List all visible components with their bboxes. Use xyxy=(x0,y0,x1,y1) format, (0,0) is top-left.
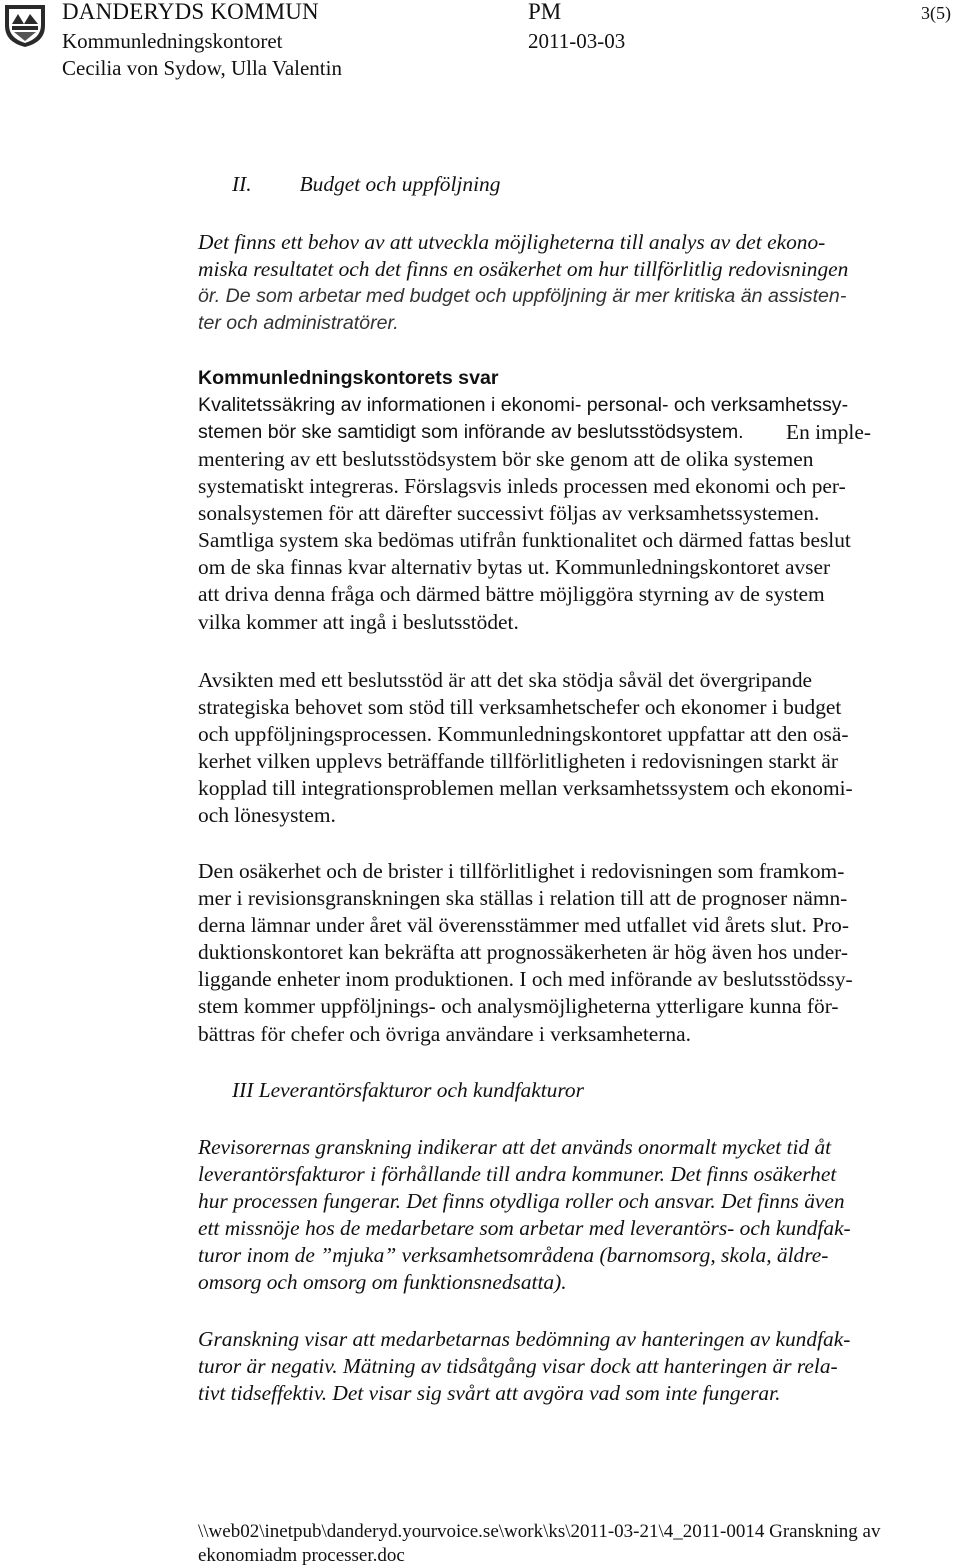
paragraph-forecast xyxy=(198,858,938,1048)
document-type: PM xyxy=(528,0,562,24)
finding-line: tivt tidseffektiv. Det visar sig svårt att avgöra vad som inte fungerar. xyxy=(198,1381,781,1406)
finding-line: omsorg och omsorg om funktionsnedsatta). xyxy=(198,1270,567,1295)
para-line: kerhet vilken upplevs beträffande tillförlitligheten i redovisningen starkt är xyxy=(198,749,838,774)
section-2-title: Budget och uppföljning xyxy=(299,172,501,196)
finding-line: Revisorernas granskning indikerar att det används onormalt mycket tid åt xyxy=(198,1135,832,1159)
office-name: Kommunledningskontoret xyxy=(62,29,283,53)
footer-path-line: \\web02\inetpub\danderyd.yourvoice.se\work\ks\2011-03-21\4_2011-0014 Granskning av xyxy=(198,1521,881,1542)
para-line: och uppföljningsprocessen. Kommunledningskontoret uppfattar att den osä- xyxy=(198,722,849,747)
section-3-heading: III Leverantörsfakturor och kundfakturor xyxy=(232,1078,584,1102)
municipality-coat-of-arms-icon xyxy=(2,2,48,48)
response-line: stemen bör ske samtidigt som införande av beslutsstödsystem. xyxy=(198,421,744,444)
para-line: kopplad till integrationsproblemen mellan verksamhetssystem och ekonomi- xyxy=(198,776,853,801)
para-line: Den osäkerhet och de brister i tillförlitlighet i redovisningen som framkom- xyxy=(198,859,845,883)
para-line: duktionskontoret kan bekräfta att prognossäkerheten är hög även hos under- xyxy=(198,940,849,965)
finding-line: Det finns ett behov av att utveckla möjligheterna till analys av det ekono- xyxy=(198,230,826,254)
section-3-finding-2 xyxy=(198,1326,938,1407)
finding-line: ter och administratörer. xyxy=(198,312,399,335)
footer-path-line: ekonomiadm processer.doc xyxy=(198,1545,405,1566)
organization-name: DANDERYDS KOMMUN xyxy=(62,0,319,24)
finding-line: ett missnöje hos de medarbetare som arbetar med leverantörs- och kundfak- xyxy=(198,1216,851,1241)
finding-line: hur processen fungerar. Det finns otydliga roller och ansvar. Det finns även xyxy=(198,1189,845,1214)
section-2-finding xyxy=(198,229,938,283)
footer-file-path xyxy=(198,1520,938,1568)
para-line: strategiska behovet som stöd till verksamhetschefer och ekonomer i budget xyxy=(198,695,842,720)
para-line: liggande enheter inom produktionen. I och med införande av beslutsstödssy- xyxy=(198,967,853,992)
paragraph-decision-support xyxy=(198,667,938,830)
authors: Cecilia von Sydow, Ulla Valentin xyxy=(62,56,342,80)
finding-line: ör. De som arbetar med budget och uppföljning är mer kritiska än assisten- xyxy=(198,285,847,307)
body-line: sonalsystemen för att därefter successivt följas av verksamhetssystemen. xyxy=(198,501,820,526)
para-line: och lönesystem. xyxy=(198,803,336,828)
para-line: Avsikten med ett beslutsstöd är att det ska stödja såväl det övergripande xyxy=(198,668,813,692)
section-2-heading xyxy=(232,172,500,197)
section-2-number: II. xyxy=(232,172,252,196)
section-3-finding-1 xyxy=(198,1134,938,1297)
para-line: mer i revisionsgranskningen ska ställas i relation till att de prognoser nämn- xyxy=(198,886,848,911)
body-line: Förslagsvis inleds processen med ekonomi och per- xyxy=(404,474,846,499)
finding-line: Granskning visar att medarbetarnas bedömning av hanteringen av kundfak- xyxy=(198,1327,851,1351)
finding-line: turor inom de ”mjuka” verksamhetsområdena (barnomsorg, skola, äldre- xyxy=(198,1243,829,1268)
finding-line: miska resultatet och det finns en osäkerhet om hur tillförlitlig redovisningen xyxy=(198,257,849,282)
body-line: vilka kommer att ingå i beslutsstödet. xyxy=(198,609,519,634)
response-line: Kvalitetssäkring av informationen i ekonomi- personal- och verksamhetssy- xyxy=(198,394,849,417)
document-date: 2011-03-03 xyxy=(528,29,626,53)
para-line: bättras för chefer och övriga användare i verksamheterna. xyxy=(198,1021,691,1046)
para-line: stem kommer uppföljnings- och analysmöjligheterna ytterligare kunna för- xyxy=(198,994,839,1019)
response-heading: Kommunledningskontorets svar xyxy=(198,367,499,389)
body-line: Samtliga system ska bedömas utifrån funktionalitet och därmed fattas beslut xyxy=(198,528,851,553)
finding-line: turor är negativ. Mätning av tidsåtgång visar dock att hanteringen är rela- xyxy=(198,1354,838,1379)
body-line: om de ska finnas kvar alternativ bytas ut. xyxy=(198,555,550,580)
page-number: 3(5) xyxy=(921,3,951,23)
body-line: Kommunledningskontoret avser xyxy=(555,555,831,580)
section-2-finding-continued xyxy=(198,283,938,337)
body-line: att driva denna fråga och därmed bättre möjliggöra styrning av de system xyxy=(198,582,825,607)
finding-line: leverantörsfakturor i förhållande till andra kommuner. Det finns osäkerhet xyxy=(198,1162,837,1187)
para-line: derna lämnar under året väl överensstämmer med utfallet vid årets slut. Pro- xyxy=(198,913,849,938)
body-line: systematiskt integreras. xyxy=(198,474,399,499)
body-line-inline: En imple- xyxy=(786,420,871,444)
response-body xyxy=(198,446,938,636)
body-line: mentering av ett beslutsstödsystem bör ske genom att de olika systemen xyxy=(198,447,814,471)
